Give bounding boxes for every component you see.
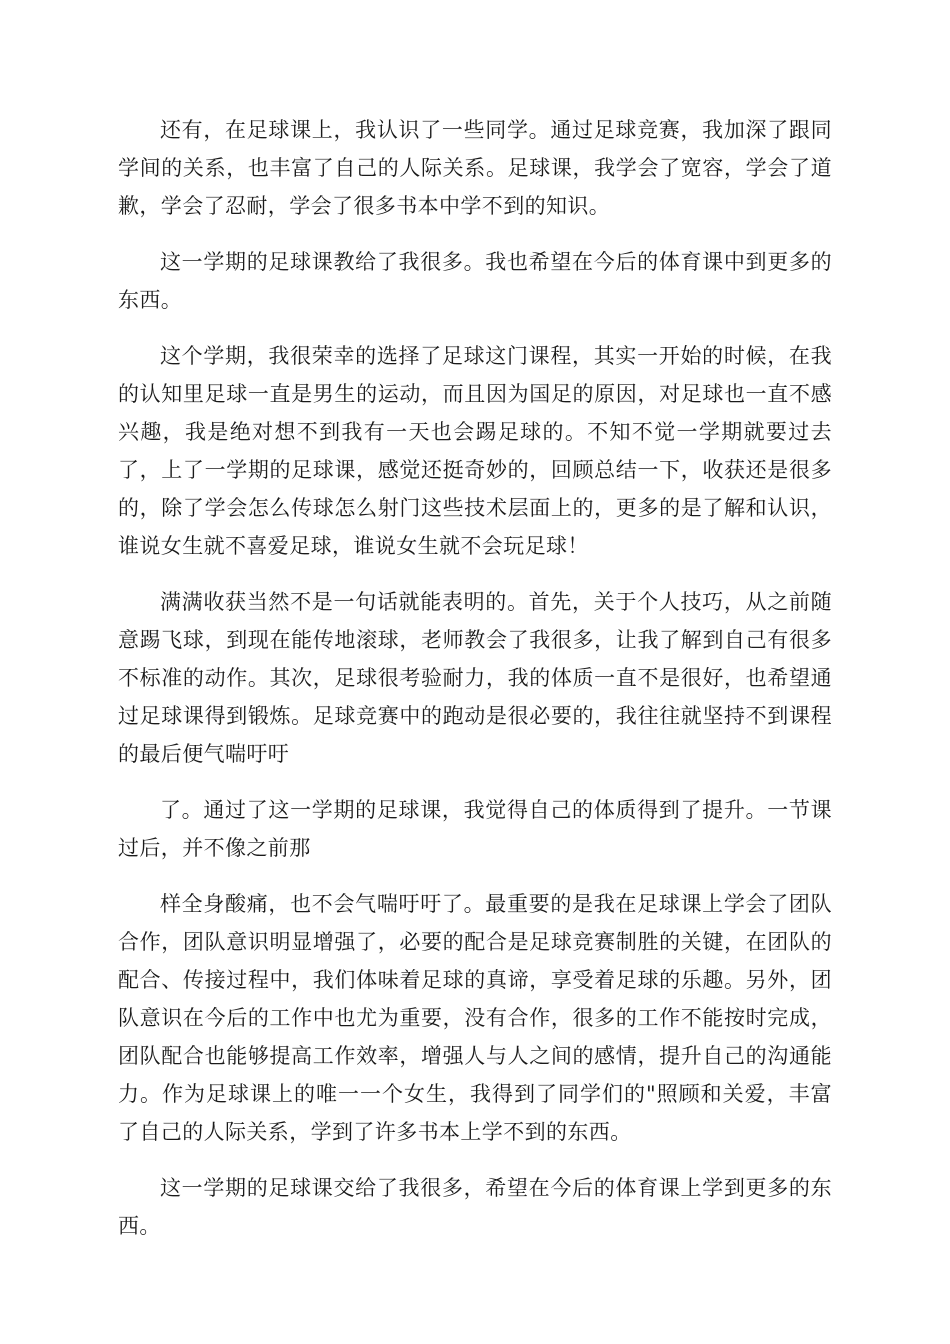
document-body [118,111,832,1245]
paragraph-3: 这个学期，我很荣幸的选择了足球这门课程，其实一开始的时候，在我的认知里足球一直是男生的运动，而且因为国足的原因，对足球也一直不感兴趣，我是绝对想不到我有一天也会踢足球的。不知不觉一学期就要过去了，上了一学期的足球课，感觉还挺奇妙的，回顾总结一下，收获还是很多的，除了学会怎么传球怎么射门这些技术层面上的，更多的是了解和认识，谁说女生就不喜爱足球，谁说女生就不会玩足球！ [118,344,832,558]
paragraph-2: 这一学期的足球课教给了我很多。我也希望在今后的体育课中到更多的东西。 [118,250,832,312]
paragraph-1: 还有，在足球课上，我认识了一些同学。通过足球竞赛，我加深了跟同学间的关系，也丰富了自己的人际关系。足球课，我学会了宽容，学会了道歉，学会了忍耐，学会了很多书本中学不到的知识。 [118,118,832,218]
paragraph-6: 样全身酸痛，也不会气喘吁吁了。最重要的是我在足球课上学会了团队合作，团队意识明显增强了，必要的配合是足球竞赛制胜的关键，在团队的配合、传接过程中，我们体味着足球的真谛，享受着足球的乐趣。另外，团队意识在今后的工作中也尤为重要，没有合作，很多的工作不能按时完成，团队配合也能够提高工作效率，增强人与人之间的感情，提升自己的沟通能力。作为足球课上的唯一一个女生，我得到了同学们的"照顾和关爱，丰富了自己的人际关系，学到了许多书本上学不到的东西。 [118,892,832,1144]
paragraph-4: 满满收获当然不是一句话就能表明的。首先，关于个人技巧，从之前随意踢飞球，到现在能传地滚球，老师教会了我很多，让我了解到自己有很多不标准的动作。其次，足球很考验耐力，我的体质一直不是很好，也希望通过足球课得到锻炼。足球竞赛中的跑动是很必要的，我往往就坚持不到课程的最后便气喘吁吁 [118,590,832,766]
paragraph-5: 了。通过了这一学期的足球课，我觉得自己的体质得到了提升。一节课过后，并不像之前那 [118,798,832,860]
paragraph-7: 这一学期的足球课交给了我很多，希望在今后的体育课上学到更多的东西。 [118,1176,832,1238]
